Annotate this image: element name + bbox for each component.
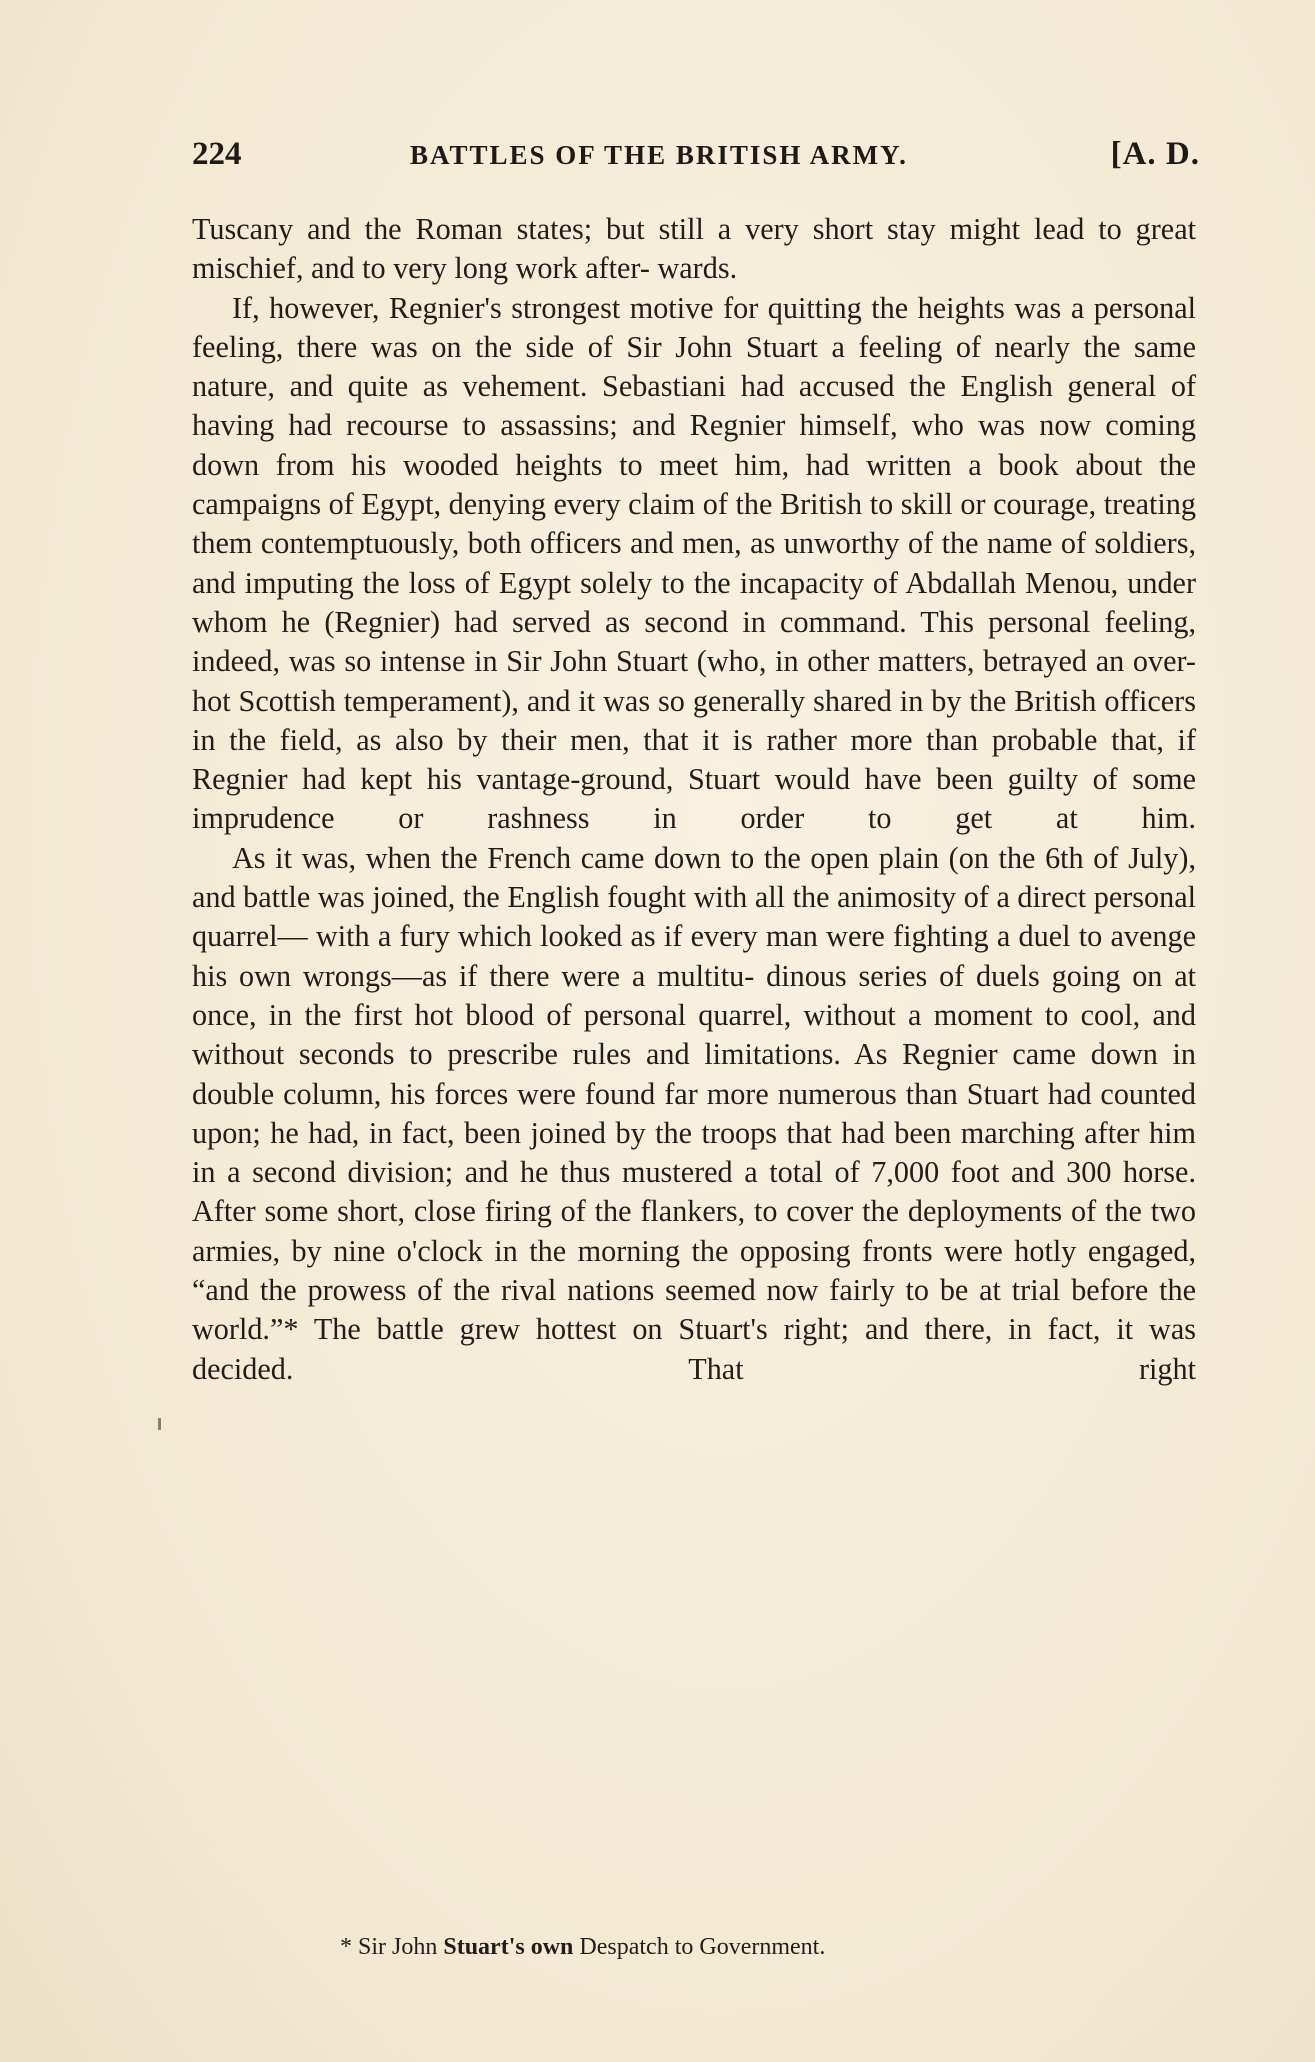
paragraph-3: As it was, when the French came down to the open plain (on the 6th of July), and battle was joined, the English fought with all the animosity of a direct personal quarrel— with a fury which looked as if every man were fighting a duel to avenge his own wrongs—as if there were a multitu- dinous series of duels going on at once, in the first hot blood of personal quarrel, without a moment to cool, and without seconds to prescribe rules and limitations. As Regnier came down in double column, his forces were found far more numerous than Stuart had counted upon; he had, in fact, been joined by the troops that had been marching after him in a second division; and he thus mustered a total of 7,000 foot and 300 horse. After some short, close firing of the flankers, to cover the deployments of the two armies, by nine o'clock in the morning the opposing fronts were hotly engaged, “and the prowess of the rival nations seemed now fairly to be at trial before the world.”* The battle grew hottest on Stuart's right; and there, in fact, it was decided. That right [192, 840, 1196, 1386]
footnote-text-bold: Stuart's own [443, 1934, 574, 1960]
section-mark: [A. D. [1110, 136, 1200, 172]
footnote-text-end: Despatch to Government. [579, 1934, 826, 1960]
running-header [192, 136, 1200, 182]
footnote-mark: * [340, 1934, 352, 1960]
body-text [192, 210, 1196, 1389]
paragraph-2: If, however, Regnier's strongest motive for quitting the heights was a personal feeling, there was on the side of Sir John Stuart a feeling of nearly the same nature, and quite as vehement. Sebastiani had accused the English general of having had recourse to assassins; and Regnier himself, who was now coming down from his wooded heights to meet him, had written a book about the campaigns of Egypt, denying every claim of the British to skill or courage, treating them contemptuously, both officers and men, as unworthy of the name of soldiers, and imputing the loss of Egypt solely to the incapacity of Abdallah Menou, under whom he (Regnier) had served as second in command. This personal feeling, indeed, was so intense in Sir John Stuart (who, in other matters, betrayed an over- hot Scottish temperament), and it was so generally shared in by the British officers in the field, as also by their men, that it is rather more than probable that, if Regnier had kept his vantage-ground, Stuart would have been guilty of some imprudence or rashness in order to get at him. [192, 290, 1196, 836]
paragraph-1: Tuscany and the Roman states; but still a very short stay might lead to great mischief, and to very long work after- wards. [192, 212, 1196, 286]
running-title: BATTLES OF THE BRITISH ARMY. [410, 140, 908, 170]
footnote-text-plain: Sir John [358, 1934, 438, 1960]
footnote [340, 1932, 1100, 1962]
page-number: 224 [192, 136, 242, 172]
margin-mark [158, 1418, 161, 1430]
